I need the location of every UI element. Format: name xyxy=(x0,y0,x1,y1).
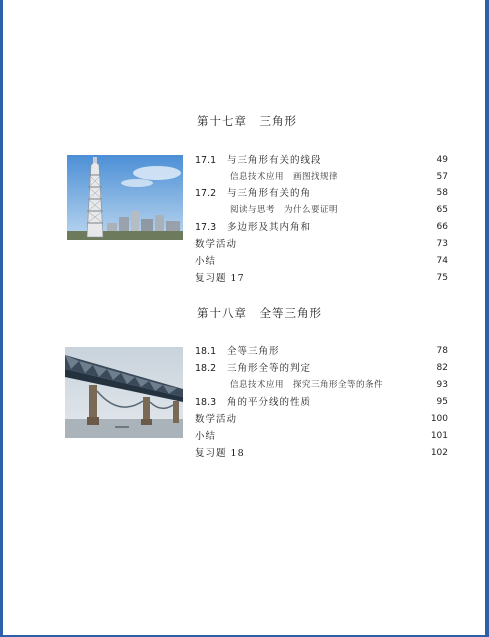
toc-entry-18-3[interactable]: 18.3 角的平分线的性质 95 xyxy=(195,397,448,408)
toc-entry-17-review[interactable]: 复习题 17 75 xyxy=(195,273,448,284)
toc-entry-18-2[interactable]: 18.2 三角形全等的判定 82 xyxy=(195,363,448,374)
toc-entry-17-2[interactable]: 17.2 与三角形有关的角 58 xyxy=(195,188,448,199)
toc-entry-17-3[interactable]: 17.3 多边形及其内角和 66 xyxy=(195,222,448,233)
toc-entry-17-summary[interactable]: 小结 74 xyxy=(195,256,448,267)
toc-entry-18-activity[interactable]: 数学活动 100 xyxy=(195,414,448,425)
toc-entry-17-1[interactable]: 17.1 与三角形有关的线段 49 xyxy=(195,155,448,166)
toc-entry-18-review[interactable]: 复习题 18 102 xyxy=(195,448,448,459)
chapter-17-title: 第十七章 三角形 xyxy=(197,114,297,128)
toc-entry-18-1[interactable]: 18.1 全等三角形 78 xyxy=(195,346,448,357)
toc-entry-18-summary[interactable]: 小结 101 xyxy=(195,431,448,442)
toc-entry-17-activity[interactable]: 数学活动 73 xyxy=(195,239,448,250)
bridge-photo xyxy=(65,347,183,438)
toc-entry-18-2-it[interactable]: 信息技术应用 探究三角形全等的条件 93 xyxy=(230,380,448,390)
page-border-left xyxy=(0,0,3,637)
page-border-right xyxy=(485,0,489,637)
toc-entry-17-2-reading[interactable]: 阅读与思考 为什么要证明 65 xyxy=(230,205,448,215)
chapter-18-title: 第十八章 全等三角形 xyxy=(197,306,322,320)
toc-entry-17-1-it[interactable]: 信息技术应用 画图找规律 57 xyxy=(230,172,448,182)
tower-photo xyxy=(67,155,183,240)
